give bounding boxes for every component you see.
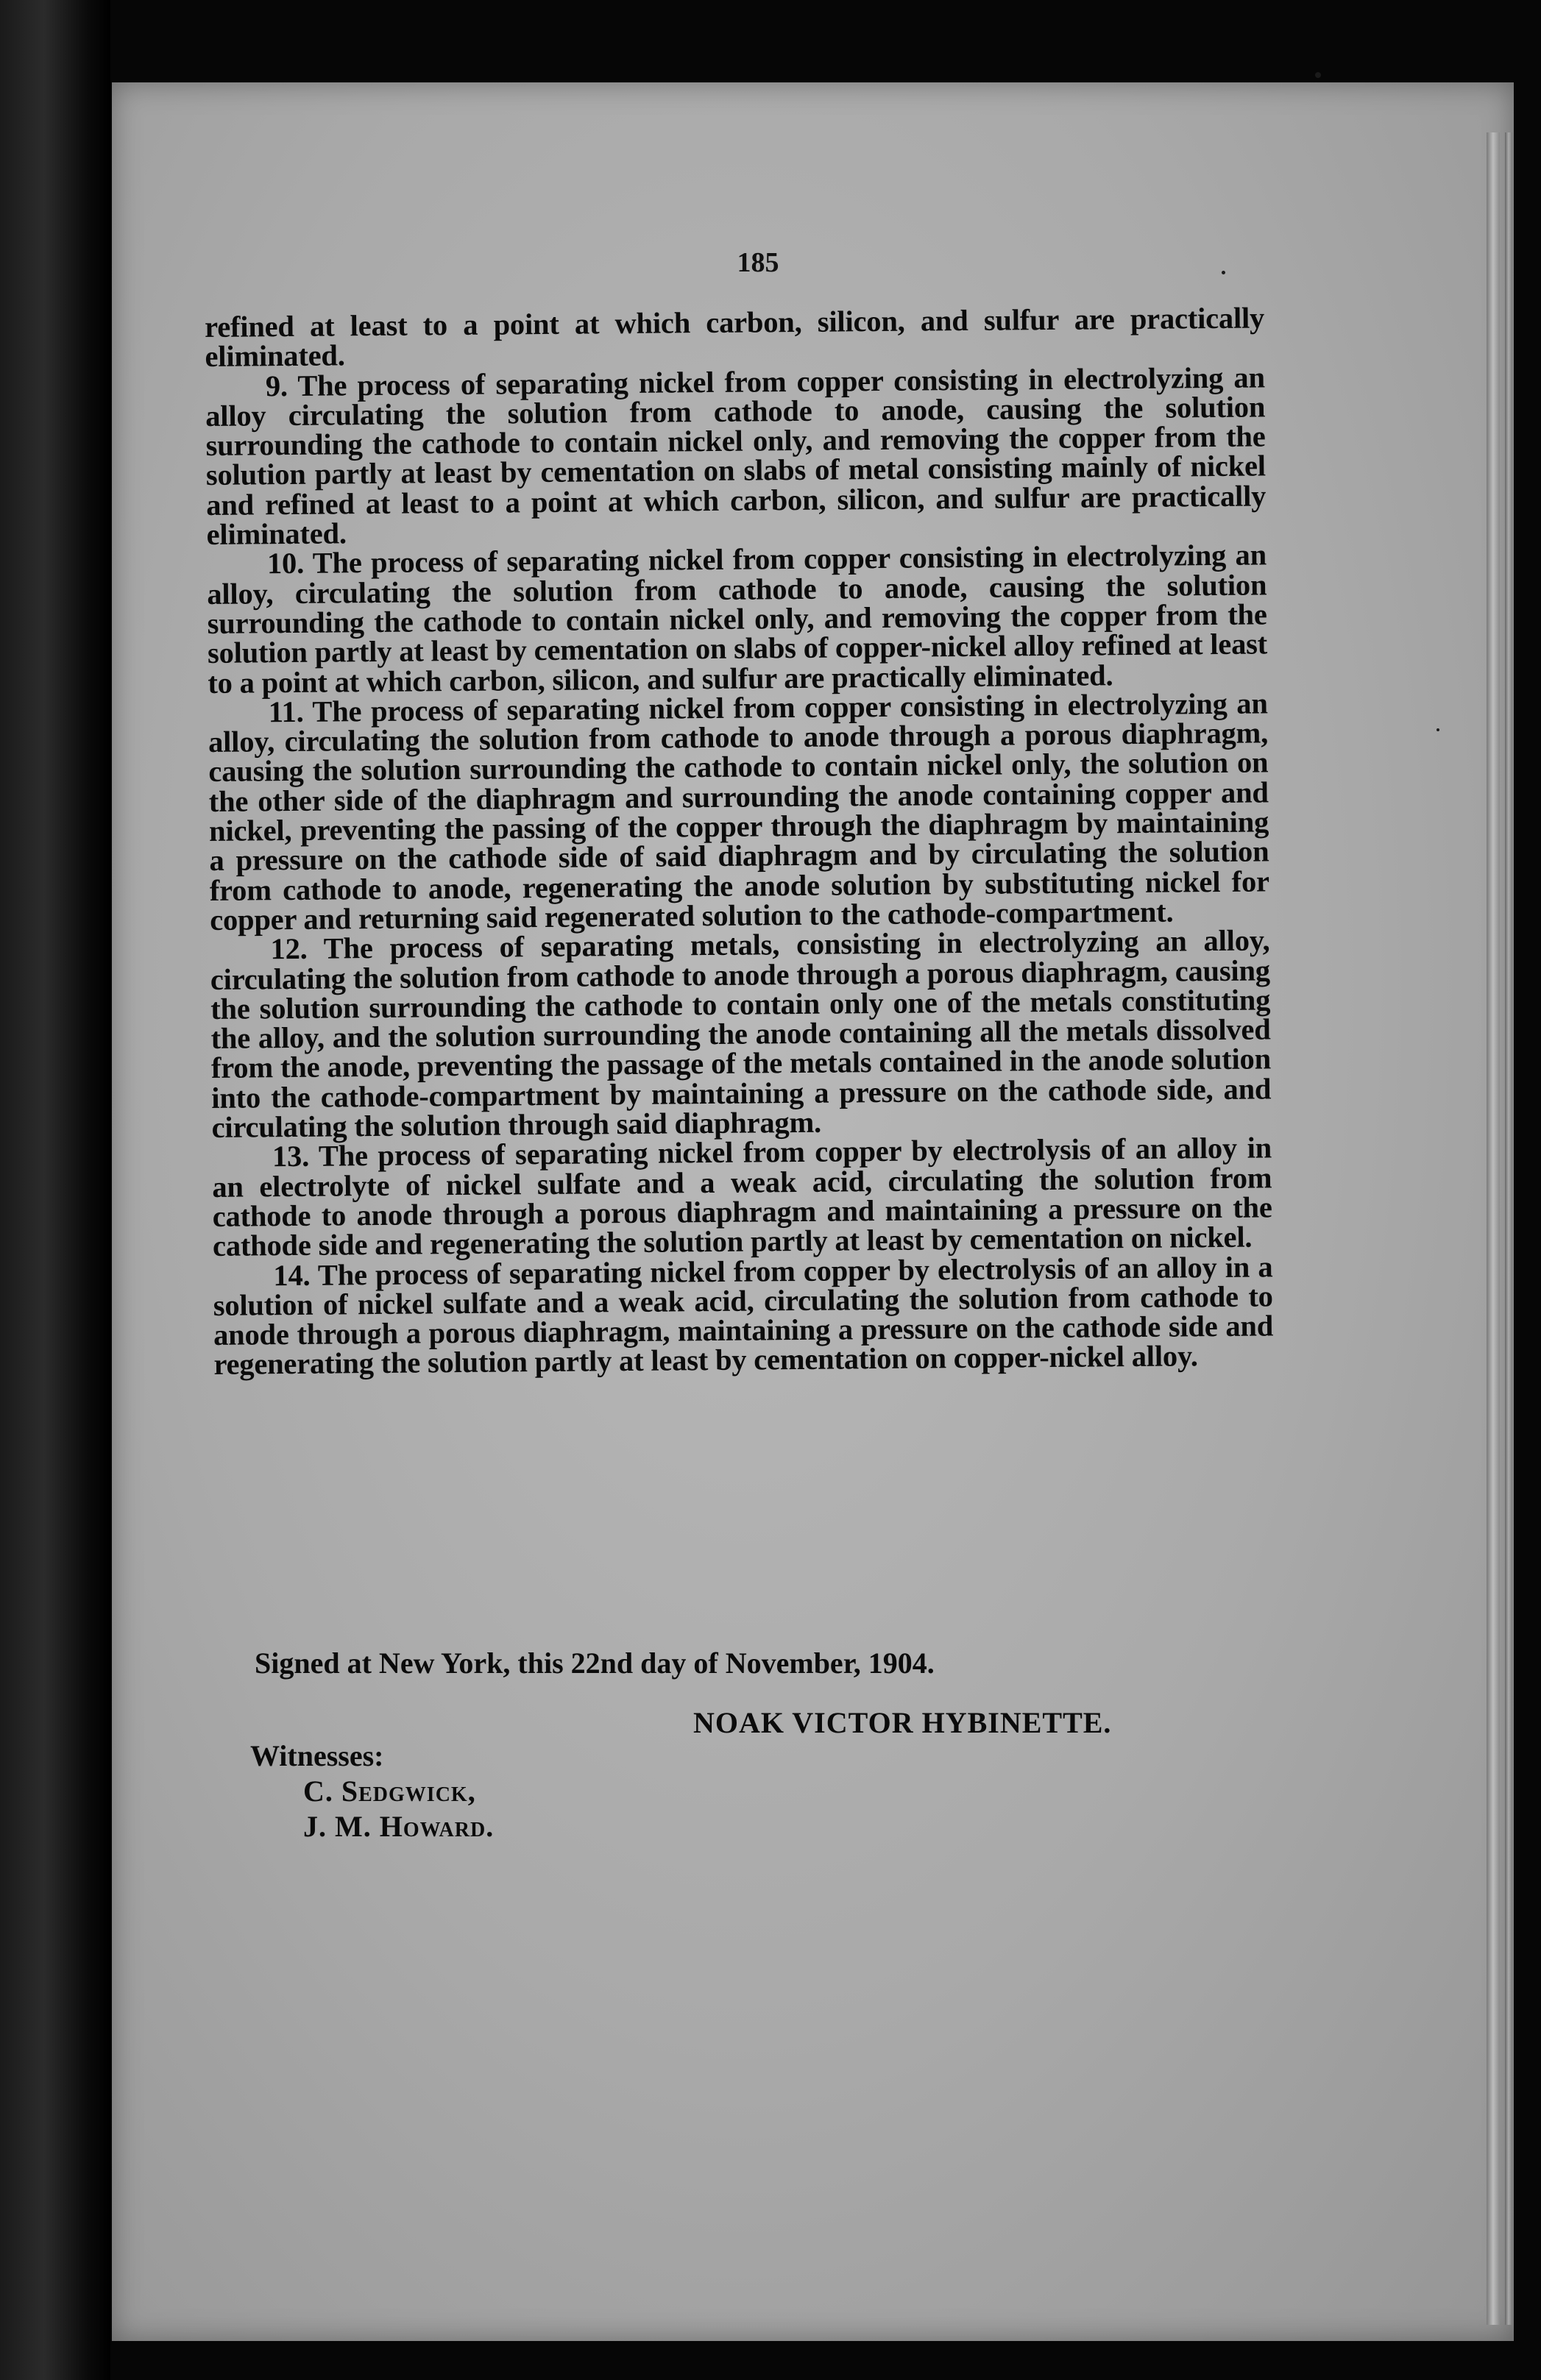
claim-12: 12. The process of separating metals, consisting in electrolyzing an alloy, circulating the solution from cathode to anode through a porous diaphragm, causing the solution surrounding the cathode to contain only one of the metals constituting the alloy, and the solution surrounding the anode containing all the metals dissolved from the anode, preventing the passage of the metals contained in the anode solution into the cathode-compartment by maintaining a pressure on the cathode side, and circulating the solution through said diaphragm.	[210, 923, 1272, 1144]
page-edge-right-outer	[1505, 132, 1512, 2325]
page-edge-right	[1487, 132, 1500, 2325]
page-number: 185	[737, 247, 779, 278]
signed-line: Signed at New York, this 22nd day of November, 1904.	[255, 1647, 935, 1680]
witness-2: J. M. Howard.	[303, 1810, 495, 1843]
claims-text	[204, 301, 1274, 1382]
inventor-name: NOAK VICTOR HYBINETTE.	[693, 1706, 1112, 1739]
scan-speck	[1437, 728, 1439, 731]
paragraph-continuation: refined at least to a point at which carbon, silicon, and sulfur are practically eliminated.	[204, 301, 1265, 374]
claim-13: 13. The process of separating nickel from copper by electrolysis of an alloy in an electrolyte of nickel sulfate and a weak acid, circulating the solution from cathode to anode through a porous diaphragm and maintaining a pressure on the cathode side and regenerating the solution partly at least by cementation on nickel.	[212, 1131, 1272, 1263]
scan-speck	[1315, 72, 1321, 78]
scan-speck	[1222, 271, 1225, 274]
claim-9: 9. The process of separating nickel from copper consisting in electrolyzing an alloy circulating the solution from cathode to anode, causing the solution surrounding the cathode to contain nickel only, and removing the copper from the solution partly at least by cementation on slabs of metal consisting mainly of nickel and refined at least to a point at which carbon, silicon, and sulfur are practically eliminated.	[205, 360, 1267, 552]
witnesses-label: Witnesses:	[250, 1739, 384, 1772]
claim-14: 14. The process of separating nickel from copper by electrolysis of an alloy in a solution of nickel sulfate and a weak acid, circulating the solution from cathode to anode through a porous diaphragm, maintaining a pressure on the cathode side and regenerating the solution partly at least by cementation on copper-nickel alloy.	[213, 1249, 1274, 1382]
witness-1: C. Sedgwick,	[303, 1775, 476, 1808]
claim-11: 11. The process of separating nickel from copper consisting in electrolyzing an alloy, circulating the solution from cathode to anode through a porous diaphragm, causing the solution surrounding the cathode to contain nickel only, the solution on the other side of the diaphragm and surrounding the anode containing copper and nickel, preventing the passing of the copper through the diaphragm by maintaining a pressure on the cathode side of said diaphragm and by circulating the solution from cathode to anode, regenerating the anode solution by substituting nickel for copper and returning said regenerated solution to the cathode-compartment.	[208, 686, 1269, 937]
claim-10: 10. The process of separating nickel from copper consisting in electrolyzing an alloy, circulating the solution from cathode to anode, causing the solution surrounding the cathode to contain nickel only, and removing the copper from the solution partly at least by cementation on slabs of copper-nickel alloy refined at least to a point at which carbon, silicon, and sulfur are practically eliminated.	[207, 538, 1268, 700]
adjacent-page-edge	[0, 0, 110, 2380]
